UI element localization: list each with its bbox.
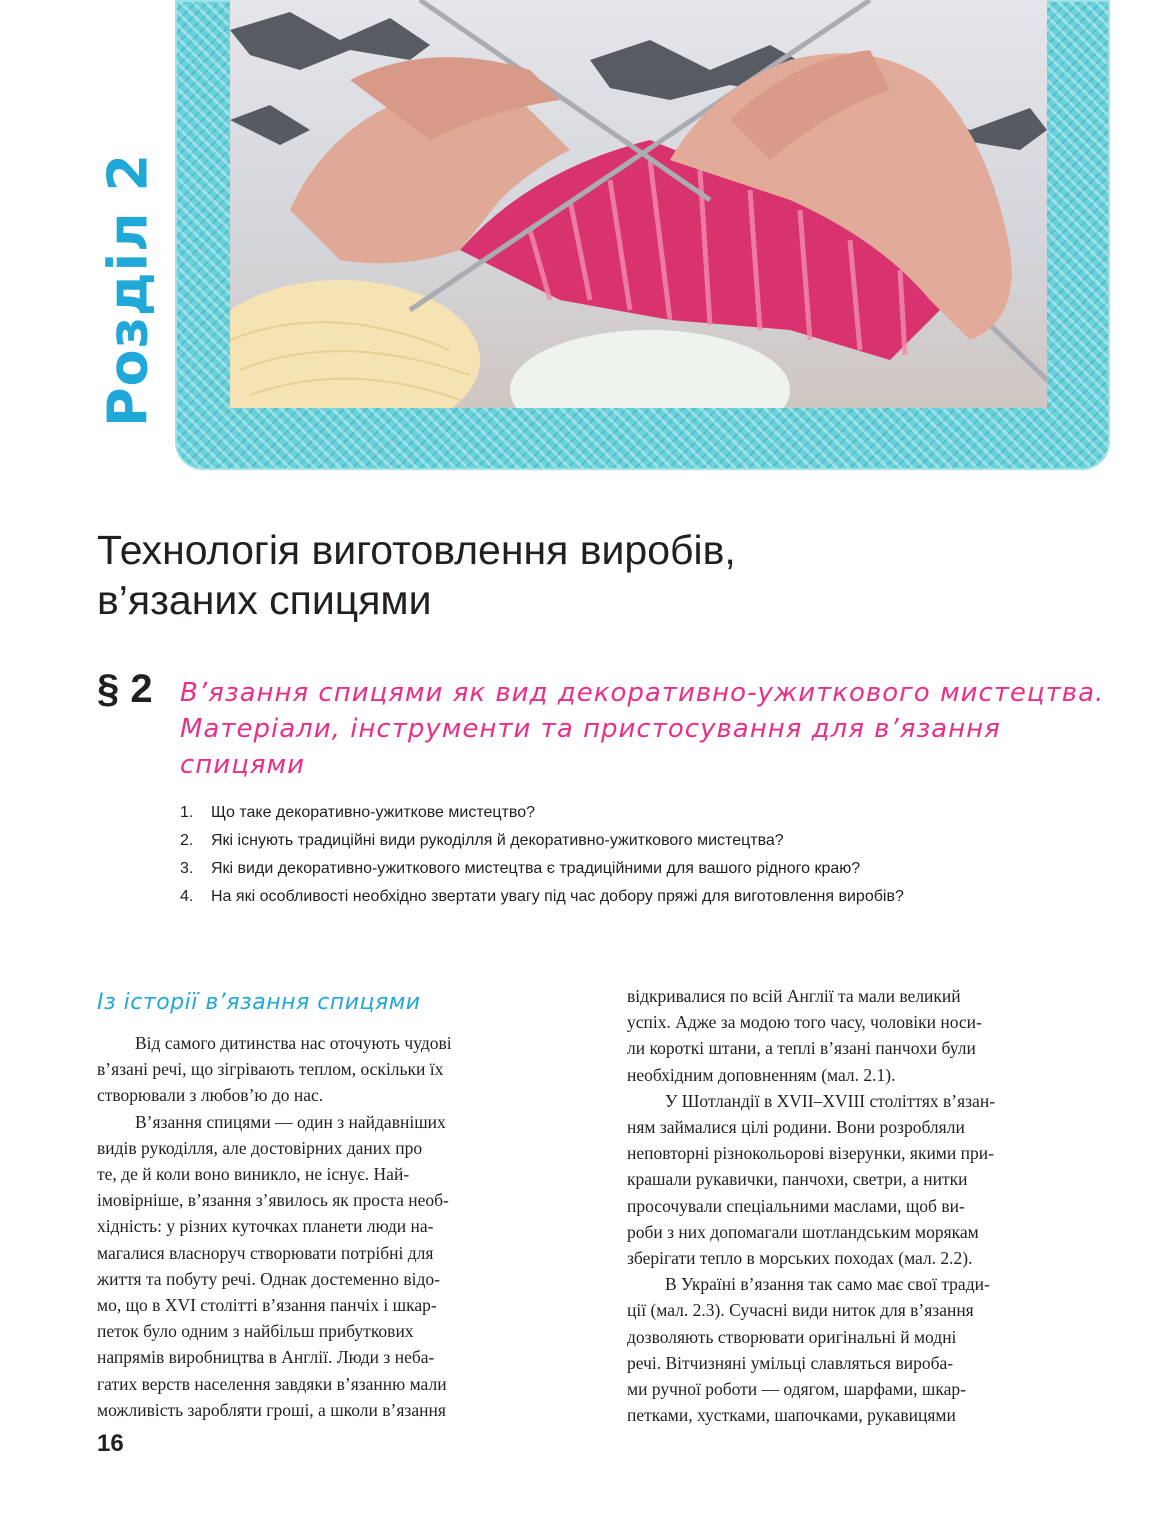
chapter-title-line: Технологія виготовлення виробів,	[97, 527, 736, 573]
question-number: 4.	[180, 888, 194, 905]
body-line: дозволяють створювати оригінальні й модні	[627, 1326, 957, 1347]
body-line: успіх. Адже за модою того часу, чоловіки носи-	[627, 1012, 982, 1033]
question-item	[180, 831, 1080, 859]
section-title-line: спицями	[180, 750, 306, 780]
chapter-title-line: в’язаних спицями	[97, 577, 432, 623]
body-line: напрямів виробництва в Англії. Люди з неба-	[97, 1347, 435, 1368]
body-line: речі. Вітчизняні умільці славляться вироба-	[627, 1352, 954, 1373]
question-text: На які особливості необхідно звертати увагу під час добору пряжі для виготовлення виробів?	[211, 888, 904, 905]
body-line: просочували спеціальними маслами, щоб ви-	[627, 1195, 965, 1216]
body-line: ням займалися цілі родини. Вони розробляли	[627, 1117, 965, 1138]
question-number: 2.	[180, 832, 194, 849]
body-line: відкривалися по всій Англії та мали великий	[627, 986, 961, 1006]
knitting-photo	[230, 0, 1047, 408]
question-text: Які існують традиційні види рукоділля й декоративно-ужиткового мистецтва?	[211, 832, 784, 849]
body-line: імовірніше, в’язання з’явилось як проста необ-	[97, 1190, 449, 1211]
body-line: мо, що в XVI столітті в’язання панчіх і шкар-	[97, 1295, 437, 1316]
body-column-left	[97, 1030, 575, 1423]
photo-frame	[175, 0, 1110, 470]
section-title-line: В’язання спицями як вид декоративно-ужиткового мистецтва.	[180, 678, 1105, 708]
question-item	[180, 803, 1080, 831]
question-number: 1.	[180, 804, 194, 821]
body-line: неповторні різнокольорові візерунки, якими при-	[627, 1143, 994, 1164]
section-number: § 2	[97, 667, 153, 711]
body-line: роби з них допомагали шотландським морякам	[627, 1221, 979, 1242]
body-line: ми ручної роботи — одягом, шарфами, шкар-	[627, 1379, 966, 1400]
history-subheading: Із історії в’язання спицями	[97, 990, 421, 1015]
body-line: ли короткі штани, а теплі в’язані панчохи були	[627, 1038, 976, 1059]
body-line: можливість заробляти гроші, а школи в’язання	[97, 1399, 446, 1420]
body-line: петками, хустками, шапочками, рукавицями	[627, 1405, 956, 1426]
body-line: хідність: у різних куточках планети люди на-	[97, 1216, 434, 1237]
question-item	[180, 887, 1080, 915]
chapter-title	[97, 525, 997, 625]
page-number: 16	[97, 1430, 124, 1457]
body-line: видів рукоділля, але достовірних даних про	[97, 1137, 423, 1158]
question-item	[180, 859, 1080, 887]
chapter-label	[96, 152, 160, 428]
body-line: те, де й коли воно виникло, не існує. Най-	[97, 1164, 410, 1185]
body-line: в’язані речі, що зігрівають теплом, оскільки їх	[97, 1059, 444, 1080]
body-line: гатих верств населення завдяки в’язанню мали	[97, 1373, 447, 1394]
body-line: крашали рукавички, панчохи, светри, а нитки	[627, 1169, 968, 1190]
chapter-label-text: Розділ 2	[96, 152, 160, 428]
review-questions	[180, 803, 1080, 915]
body-line: зберігати тепло в морських походах (мал. 2.2).	[627, 1248, 973, 1269]
body-line: петок було одним з найбільш прибуткових	[97, 1321, 414, 1342]
section-title	[180, 675, 1110, 783]
question-number: 3.	[180, 860, 194, 877]
body-line: У Шотландії в XVII–XVIII століттях в’язан-	[665, 1090, 996, 1111]
body-line: В Україні в’язання так само має свої тради-	[665, 1274, 990, 1295]
body-line: життя та побуту речі. Однак достеменно відо-	[97, 1268, 440, 1289]
knitting-illustration	[230, 0, 1047, 408]
body-line: В’язання спицями — один з найдавніших	[135, 1111, 446, 1132]
question-text: Які види декоративно-ужиткового мистецтва є традиційними для вашого рідного краю?	[211, 860, 861, 877]
question-text: Що таке декоративно-ужиткове мистецтво?	[211, 804, 535, 821]
body-line: необхідним доповненням (мал. 2.1).	[627, 1064, 896, 1085]
body-line: створювали з любов’ю до нас.	[97, 1085, 324, 1106]
section-title-line: Матеріали, інструменти та пристосування для в’язання	[180, 714, 1001, 744]
body-line: Від самого дитинства нас оточують чудові	[135, 1033, 452, 1053]
body-line: ції (мал. 2.3). Сучасні види ниток для в’язання	[627, 1300, 974, 1321]
body-column-right	[627, 983, 1105, 1428]
body-line: магалися власноруч створювати потрібні для	[97, 1242, 434, 1263]
